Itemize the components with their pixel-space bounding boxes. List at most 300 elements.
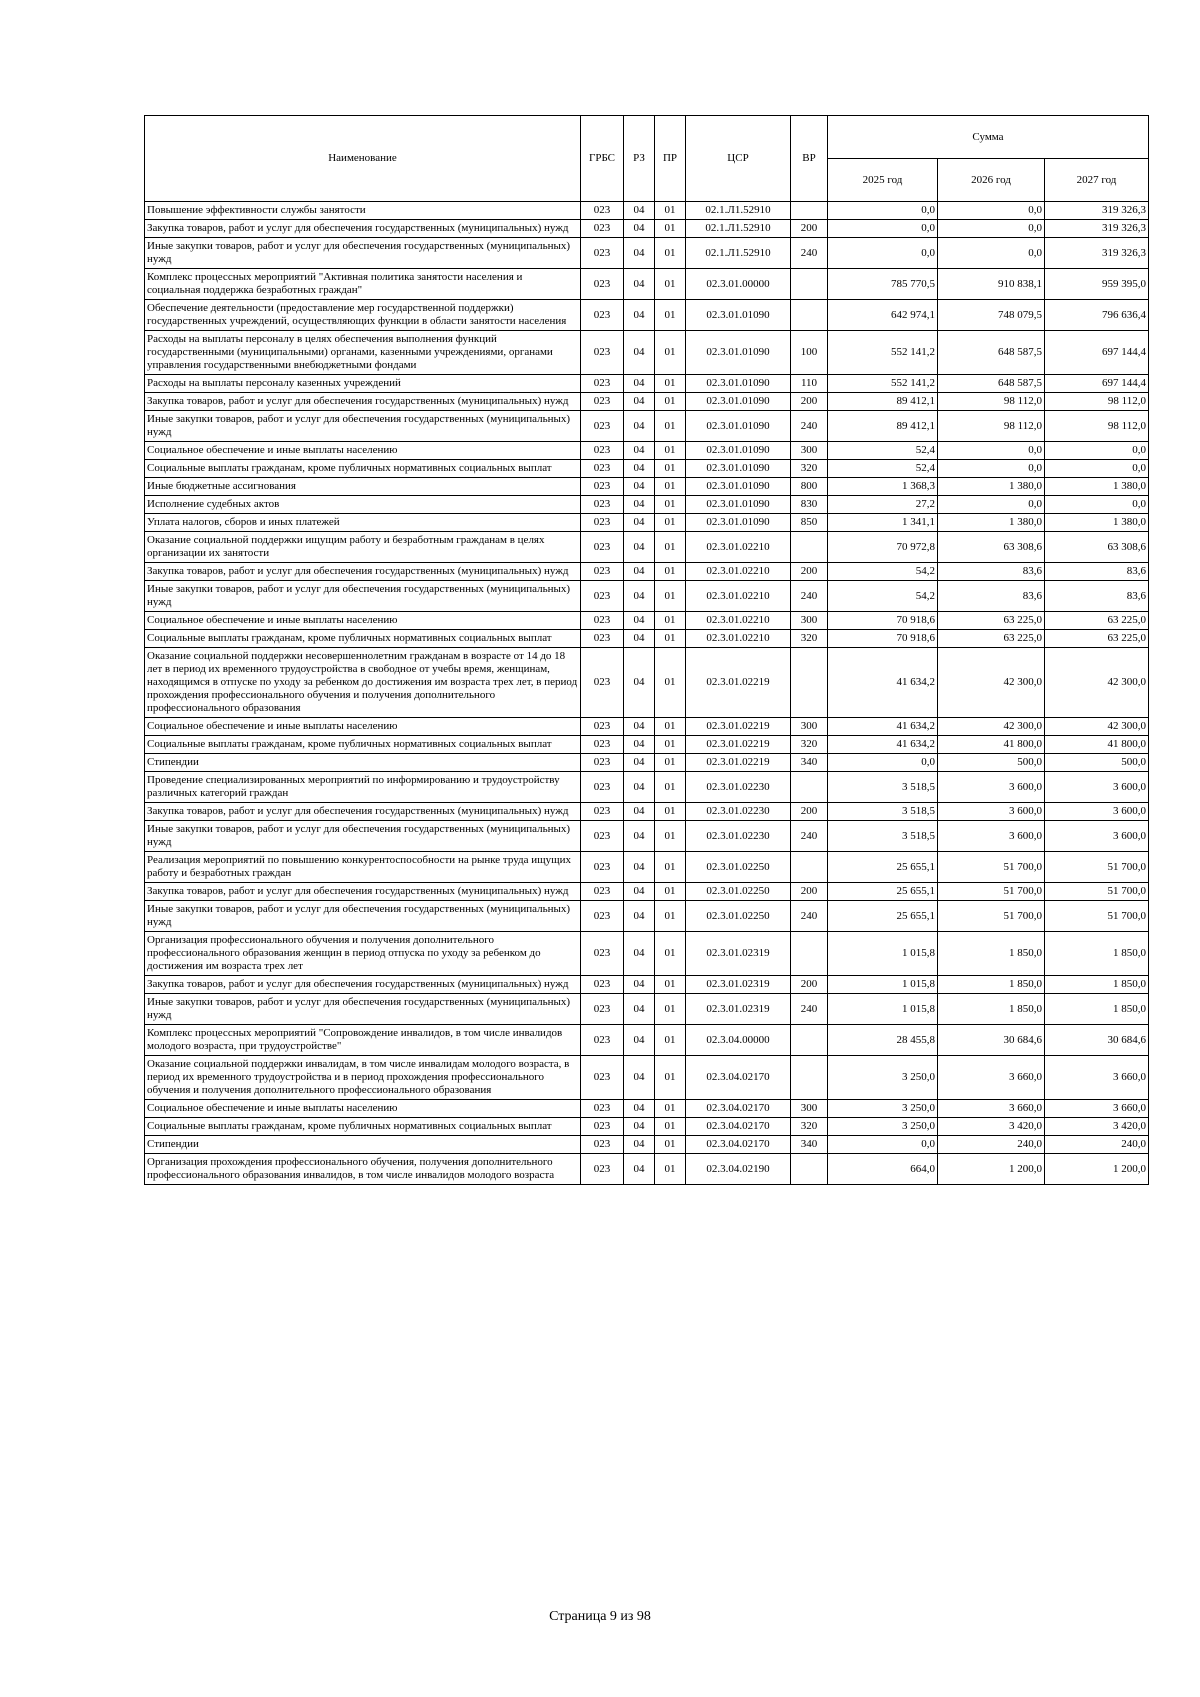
cell-pr: 01 [655,883,686,901]
cell-2027: 3 600,0 [1045,803,1149,821]
cell-pr: 01 [655,331,686,375]
cell-csr: 02.3.01.01090 [686,375,791,393]
table-row [145,496,1149,514]
table-row [145,393,1149,411]
cell-2026: 51 700,0 [938,901,1045,932]
cell-rz: 04 [624,883,655,901]
cell-rz: 04 [624,994,655,1025]
cell-vr: 200 [791,803,828,821]
cell-name: Уплата налогов, сборов и иных платежей [145,514,581,532]
cell-2026: 41 800,0 [938,736,1045,754]
cell-vr: 200 [791,220,828,238]
cell-pr: 01 [655,411,686,442]
cell-rz: 04 [624,1154,655,1185]
cell-csr: 02.3.01.01090 [686,460,791,478]
cell-pr: 01 [655,1056,686,1100]
cell-rz: 04 [624,478,655,496]
cell-2026: 63 225,0 [938,630,1045,648]
cell-vr: 850 [791,514,828,532]
cell-rz: 04 [624,514,655,532]
cell-vr [791,852,828,883]
cell-csr: 02.3.01.00000 [686,269,791,300]
cell-2027: 51 700,0 [1045,901,1149,932]
cell-rz: 04 [624,630,655,648]
table-row [145,478,1149,496]
cell-vr: 200 [791,976,828,994]
cell-grbs: 023 [581,612,624,630]
cell-2027: 0,0 [1045,442,1149,460]
cell-name: Организация профессионального обучения и получения дополнительного профессионального образования женщин в период отпуска по уходу за ребенком до достижения им возраста трех лет [145,932,581,976]
cell-csr: 02.3.01.02250 [686,901,791,932]
cell-vr: 320 [791,1118,828,1136]
table-row [145,803,1149,821]
cell-2025: 41 634,2 [828,736,938,754]
cell-2027: 240,0 [1045,1136,1149,1154]
cell-vr: 340 [791,1136,828,1154]
table-row [145,736,1149,754]
cell-2025: 54,2 [828,563,938,581]
cell-2026: 3 420,0 [938,1118,1045,1136]
cell-name: Социальные выплаты гражданам, кроме публичных нормативных социальных выплат [145,736,581,754]
table-header [145,116,1149,202]
cell-name: Социальные выплаты гражданам, кроме публичных нормативных социальных выплат [145,630,581,648]
cell-name: Исполнение судебных актов [145,496,581,514]
cell-vr: 300 [791,1100,828,1118]
cell-2025: 70 972,8 [828,532,938,563]
cell-name: Закупка товаров, работ и услуг для обеспечения государственных (муниципальных) нужд [145,883,581,901]
cell-rz: 04 [624,393,655,411]
cell-2027: 959 395,0 [1045,269,1149,300]
cell-rz: 04 [624,331,655,375]
cell-2026: 83,6 [938,563,1045,581]
cell-grbs: 023 [581,772,624,803]
cell-2026: 1 200,0 [938,1154,1045,1185]
cell-2025: 25 655,1 [828,883,938,901]
table-row [145,718,1149,736]
cell-name: Социальное обеспечение и иные выплаты населению [145,718,581,736]
cell-2026: 1 380,0 [938,514,1045,532]
cell-2025: 52,4 [828,460,938,478]
table-row [145,1025,1149,1056]
cell-csr: 02.3.01.02210 [686,581,791,612]
cell-2027: 1 850,0 [1045,932,1149,976]
cell-grbs: 023 [581,883,624,901]
cell-rz: 04 [624,803,655,821]
cell-name: Оказание социальной поддержки ищущим работу и безработным гражданам в целях организации их занятости [145,532,581,563]
cell-2027: 42 300,0 [1045,718,1149,736]
cell-grbs: 023 [581,1118,624,1136]
cell-name: Оказание социальной поддержки инвалидам, в том числе инвалидам молодого возраста, в период их временного трудоустройства и в период прохождения профессионального обучения и получения дополнительного профессионального образования [145,1056,581,1100]
cell-vr: 800 [791,478,828,496]
cell-2026: 3 660,0 [938,1056,1045,1100]
cell-grbs: 023 [581,821,624,852]
table-body [145,202,1149,1185]
cell-vr: 110 [791,375,828,393]
cell-rz: 04 [624,1056,655,1100]
header-rz: РЗ [624,116,655,202]
header-pr: ПР [655,116,686,202]
cell-2026: 83,6 [938,581,1045,612]
cell-2025: 3 250,0 [828,1118,938,1136]
cell-2027: 319 326,3 [1045,238,1149,269]
cell-name: Иные закупки товаров, работ и услуг для обеспечения государственных (муниципальных) нужд [145,821,581,852]
cell-vr: 340 [791,754,828,772]
cell-grbs: 023 [581,581,624,612]
cell-csr: 02.3.04.00000 [686,1025,791,1056]
cell-name: Иные закупки товаров, работ и услуг для обеспечения государственных (муниципальных) нужд [145,411,581,442]
cell-2025: 552 141,2 [828,331,938,375]
cell-csr: 02.3.01.01090 [686,411,791,442]
cell-csr: 02.3.01.02210 [686,612,791,630]
cell-2026: 1 850,0 [938,994,1045,1025]
cell-2026: 500,0 [938,754,1045,772]
cell-vr: 320 [791,460,828,478]
cell-name: Социальные выплаты гражданам, кроме публичных нормативных социальных выплат [145,460,581,478]
cell-grbs: 023 [581,1056,624,1100]
cell-2026: 0,0 [938,238,1045,269]
table-row [145,238,1149,269]
cell-rz: 04 [624,754,655,772]
cell-csr: 02.3.01.01090 [686,514,791,532]
cell-pr: 01 [655,1136,686,1154]
cell-csr: 02.3.01.02319 [686,994,791,1025]
cell-grbs: 023 [581,1100,624,1118]
cell-pr: 01 [655,852,686,883]
header-year-2025: 2025 год [828,159,938,202]
cell-2027: 796 636,4 [1045,300,1149,331]
cell-2026: 51 700,0 [938,883,1045,901]
cell-name: Иные закупки товаров, работ и услуг для обеспечения государственных (муниципальных) нужд [145,901,581,932]
cell-2026: 748 079,5 [938,300,1045,331]
table-row [145,648,1149,718]
cell-2025: 552 141,2 [828,375,938,393]
cell-grbs: 023 [581,331,624,375]
cell-csr: 02.3.01.02230 [686,772,791,803]
cell-2026: 0,0 [938,496,1045,514]
cell-csr: 02.3.01.01090 [686,393,791,411]
cell-pr: 01 [655,648,686,718]
cell-grbs: 023 [581,1136,624,1154]
header-year-2026: 2026 год [938,159,1045,202]
table-row [145,269,1149,300]
cell-pr: 01 [655,442,686,460]
cell-name: Реализация мероприятий по повышению конкурентоспособности на рынке труда ищущих работу и безработных граждан [145,852,581,883]
cell-grbs: 023 [581,803,624,821]
cell-vr [791,269,828,300]
cell-pr: 01 [655,803,686,821]
cell-grbs: 023 [581,718,624,736]
header-name: Наименование [145,116,581,202]
cell-rz: 04 [624,648,655,718]
cell-csr: 02.3.01.02319 [686,932,791,976]
cell-2025: 3 518,5 [828,803,938,821]
cell-name: Иные закупки товаров, работ и услуг для обеспечения государственных (муниципальных) нужд [145,994,581,1025]
header-year-2027: 2027 год [1045,159,1149,202]
page-number: Страница 9 из 98 [549,1609,651,1624]
cell-name: Социальное обеспечение и иные выплаты населению [145,1100,581,1118]
cell-vr: 240 [791,411,828,442]
header-sum: Сумма [828,116,1149,159]
cell-2025: 70 918,6 [828,630,938,648]
cell-2027: 42 300,0 [1045,648,1149,718]
cell-name: Расходы на выплаты персоналу казенных учреждений [145,375,581,393]
cell-pr: 01 [655,514,686,532]
cell-pr: 01 [655,375,686,393]
table-row [145,514,1149,532]
table-row [145,532,1149,563]
cell-pr: 01 [655,238,686,269]
table-row [145,994,1149,1025]
cell-2027: 1 380,0 [1045,514,1149,532]
cell-2026: 0,0 [938,460,1045,478]
cell-csr: 02.3.01.02210 [686,532,791,563]
table-row [145,331,1149,375]
cell-2025: 642 974,1 [828,300,938,331]
cell-vr [791,1056,828,1100]
cell-rz: 04 [624,563,655,581]
cell-vr: 100 [791,331,828,375]
cell-rz: 04 [624,1025,655,1056]
cell-grbs: 023 [581,754,624,772]
cell-pr: 01 [655,630,686,648]
table-row [145,754,1149,772]
cell-csr: 02.3.01.01090 [686,300,791,331]
cell-grbs: 023 [581,269,624,300]
cell-2025: 41 634,2 [828,648,938,718]
cell-rz: 04 [624,772,655,803]
cell-vr: 320 [791,630,828,648]
cell-2027: 3 600,0 [1045,772,1149,803]
cell-vr: 240 [791,994,828,1025]
table-row [145,563,1149,581]
cell-rz: 04 [624,411,655,442]
cell-grbs: 023 [581,202,624,220]
cell-2027: 1 380,0 [1045,478,1149,496]
table-row [145,976,1149,994]
cell-vr [791,648,828,718]
header-grbs: ГРБС [581,116,624,202]
cell-2026: 42 300,0 [938,718,1045,736]
cell-pr: 01 [655,772,686,803]
cell-rz: 04 [624,460,655,478]
cell-pr: 01 [655,220,686,238]
cell-name: Комплекс процессных мероприятий "Сопровождение инвалидов, в том числе инвалидов молодого возраста, при трудоустройстве" [145,1025,581,1056]
cell-2025: 0,0 [828,220,938,238]
cell-2026: 240,0 [938,1136,1045,1154]
cell-2027: 63 308,6 [1045,532,1149,563]
cell-name: Иные закупки товаров, работ и услуг для обеспечения государственных (муниципальных) нужд [145,238,581,269]
cell-2026: 3 600,0 [938,821,1045,852]
cell-rz: 04 [624,1118,655,1136]
cell-name: Социальные выплаты гражданам, кроме публичных нормативных социальных выплат [145,1118,581,1136]
cell-2026: 42 300,0 [938,648,1045,718]
cell-2025: 27,2 [828,496,938,514]
cell-2025: 1 368,3 [828,478,938,496]
table-row [145,460,1149,478]
cell-csr: 02.3.01.02250 [686,852,791,883]
table-row [145,630,1149,648]
cell-pr: 01 [655,532,686,563]
table-row [145,883,1149,901]
cell-name: Комплекс процессных мероприятий "Активная политика занятости населения и социальная поддержка безработных граждан" [145,269,581,300]
cell-rz: 04 [624,581,655,612]
cell-2025: 28 455,8 [828,1025,938,1056]
cell-2027: 697 144,4 [1045,331,1149,375]
cell-2027: 51 700,0 [1045,883,1149,901]
table-row [145,375,1149,393]
cell-2027: 83,6 [1045,563,1149,581]
cell-name: Закупка товаров, работ и услуг для обеспечения государственных (муниципальных) нужд [145,393,581,411]
cell-pr: 01 [655,581,686,612]
cell-csr: 02.3.01.02319 [686,976,791,994]
cell-grbs: 023 [581,220,624,238]
cell-2027: 319 326,3 [1045,220,1149,238]
cell-vr: 300 [791,612,828,630]
cell-2027: 3 660,0 [1045,1100,1149,1118]
cell-grbs: 023 [581,994,624,1025]
cell-csr: 02.3.01.02250 [686,883,791,901]
cell-csr: 02.3.04.02170 [686,1100,791,1118]
cell-2025: 0,0 [828,238,938,269]
cell-pr: 01 [655,901,686,932]
cell-csr: 02.3.01.02219 [686,754,791,772]
cell-2027: 98 112,0 [1045,393,1149,411]
cell-2027: 63 225,0 [1045,630,1149,648]
cell-name: Социальное обеспечение и иные выплаты населению [145,442,581,460]
cell-csr: 02.3.01.02230 [686,821,791,852]
cell-grbs: 023 [581,532,624,563]
cell-vr: 200 [791,883,828,901]
cell-pr: 01 [655,269,686,300]
cell-csr: 02.3.01.02230 [686,803,791,821]
cell-grbs: 023 [581,852,624,883]
cell-rz: 04 [624,821,655,852]
cell-name: Социальное обеспечение и иные выплаты населению [145,612,581,630]
cell-2027: 1 200,0 [1045,1154,1149,1185]
cell-rz: 04 [624,269,655,300]
cell-rz: 04 [624,718,655,736]
cell-2025: 25 655,1 [828,901,938,932]
cell-rz: 04 [624,532,655,563]
cell-vr [791,202,828,220]
cell-2025: 54,2 [828,581,938,612]
cell-vr [791,300,828,331]
cell-pr: 01 [655,612,686,630]
cell-grbs: 023 [581,563,624,581]
cell-name: Повышение эффективности службы занятости [145,202,581,220]
cell-name: Закупка товаров, работ и услуг для обеспечения государственных (муниципальных) нужд [145,563,581,581]
cell-2026: 51 700,0 [938,852,1045,883]
cell-grbs: 023 [581,514,624,532]
cell-2027: 51 700,0 [1045,852,1149,883]
cell-vr: 320 [791,736,828,754]
cell-pr: 01 [655,1100,686,1118]
cell-grbs: 023 [581,393,624,411]
cell-pr: 01 [655,460,686,478]
cell-2026: 3 600,0 [938,803,1045,821]
cell-rz: 04 [624,901,655,932]
cell-2027: 63 225,0 [1045,612,1149,630]
cell-2026: 648 587,5 [938,331,1045,375]
table-row [145,821,1149,852]
cell-vr [791,932,828,976]
cell-pr: 01 [655,1154,686,1185]
cell-csr: 02.3.01.01090 [686,496,791,514]
cell-pr: 01 [655,1118,686,1136]
cell-2025: 1 015,8 [828,932,938,976]
cell-pr: 01 [655,1025,686,1056]
cell-2025: 3 250,0 [828,1100,938,1118]
cell-pr: 01 [655,718,686,736]
cell-2027: 500,0 [1045,754,1149,772]
table-row [145,442,1149,460]
cell-rz: 04 [624,300,655,331]
cell-vr: 240 [791,821,828,852]
cell-vr: 200 [791,393,828,411]
cell-2025: 52,4 [828,442,938,460]
table-row [145,932,1149,976]
cell-name: Закупка товаров, работ и услуг для обеспечения государственных (муниципальных) нужд [145,976,581,994]
header-csr: ЦСР [686,116,791,202]
cell-vr: 240 [791,901,828,932]
cell-grbs: 023 [581,736,624,754]
cell-grbs: 023 [581,1025,624,1056]
cell-grbs: 023 [581,411,624,442]
cell-grbs: 023 [581,976,624,994]
cell-csr: 02.3.04.02190 [686,1154,791,1185]
cell-pr: 01 [655,478,686,496]
cell-grbs: 023 [581,300,624,331]
cell-2026: 98 112,0 [938,393,1045,411]
cell-2026: 0,0 [938,220,1045,238]
table-row [145,1100,1149,1118]
cell-2027: 3 660,0 [1045,1056,1149,1100]
cell-vr: 200 [791,563,828,581]
cell-rz: 04 [624,736,655,754]
cell-2027: 3 600,0 [1045,821,1149,852]
table-row [145,1154,1149,1185]
cell-pr: 01 [655,393,686,411]
cell-2025: 1 015,8 [828,994,938,1025]
cell-csr: 02.3.01.01090 [686,478,791,496]
cell-name: Проведение специализированных мероприятий по информированию и трудоустройству различных категорий граждан [145,772,581,803]
table-row [145,202,1149,220]
cell-2025: 1 341,1 [828,514,938,532]
cell-2027: 697 144,4 [1045,375,1149,393]
cell-2027: 1 850,0 [1045,994,1149,1025]
cell-2025: 89 412,1 [828,393,938,411]
table-row [145,220,1149,238]
table-row [145,852,1149,883]
table-row [145,581,1149,612]
cell-name: Закупка товаров, работ и услуг для обеспечения государственных (муниципальных) нужд [145,220,581,238]
cell-pr: 01 [655,563,686,581]
cell-2027: 83,6 [1045,581,1149,612]
cell-2027: 1 850,0 [1045,976,1149,994]
cell-rz: 04 [624,1100,655,1118]
cell-name: Расходы на выплаты персоналу в целях обеспечения выполнения функций государственными (муниципальными) органами, казенными учреждениями, органами управления государственными внебюджетными фондами [145,331,581,375]
cell-csr: 02.3.01.02219 [686,736,791,754]
cell-grbs: 023 [581,238,624,269]
cell-vr [791,1154,828,1185]
cell-name: Организация прохождения профессионального обучения, получения дополнительного профессионального образования инвалидов, в том числе инвалидов молодого возраста [145,1154,581,1185]
table-row [145,411,1149,442]
cell-2025: 70 918,6 [828,612,938,630]
cell-2026: 648 587,5 [938,375,1045,393]
cell-grbs: 023 [581,478,624,496]
table-row [145,772,1149,803]
cell-csr: 02.1.Л1.52910 [686,202,791,220]
